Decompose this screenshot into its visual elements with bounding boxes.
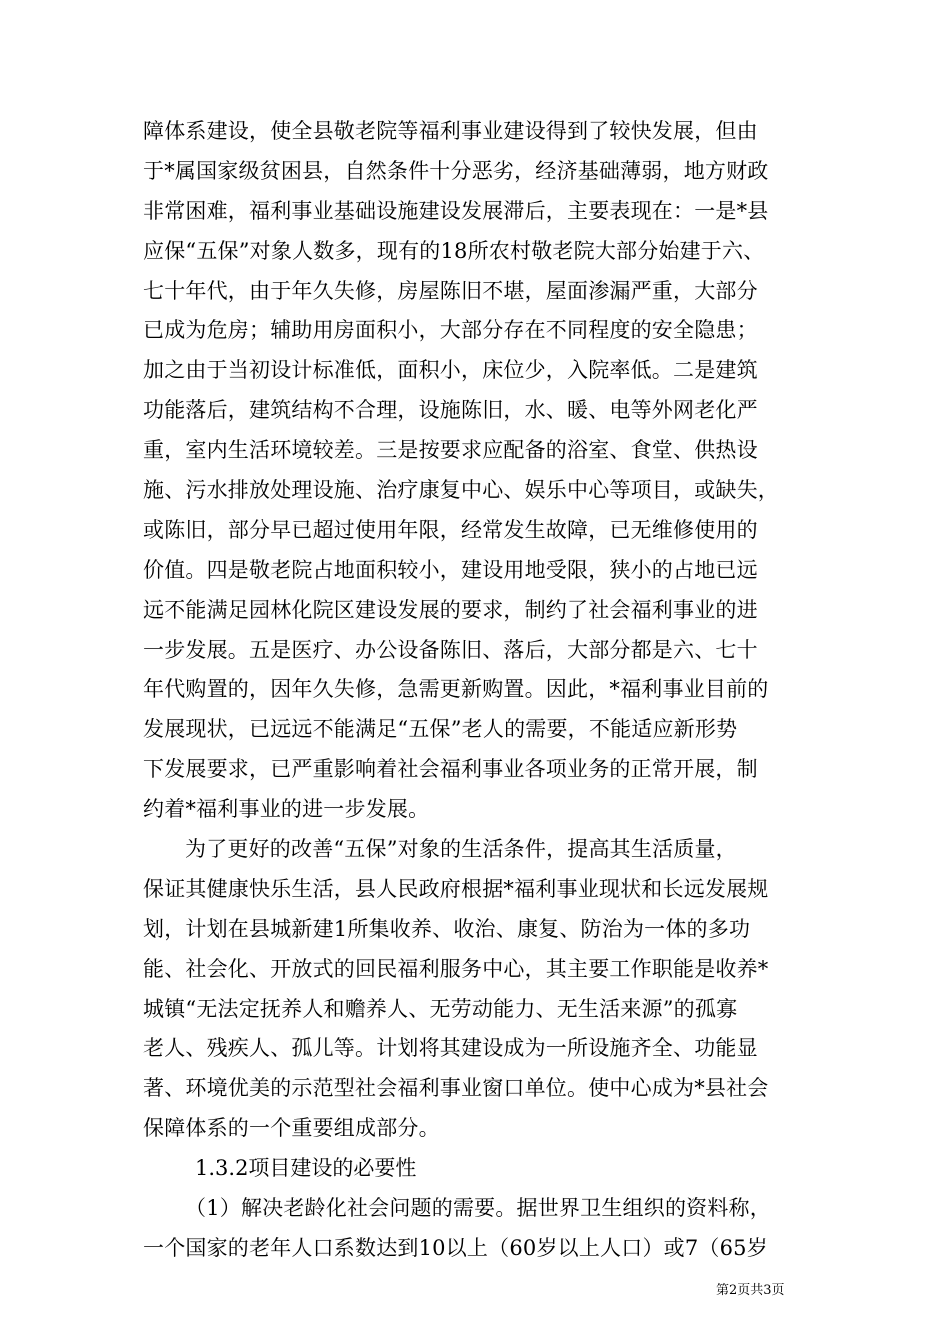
text-line: 保障体系的一个重要组成部分。 xyxy=(143,1116,440,1141)
text-line: 障体系建设，使全县敬老院等福利事业建设得到了较快发展，但由 xyxy=(143,119,758,143)
text-line: 能、社会化、开放式的回民福利服务中心，其主要工作职能是收养* xyxy=(143,956,769,981)
text-line: 发展现状，已远远不能满足“五保”老人的需要，不能适应新形势 xyxy=(143,717,738,742)
text-line: 七十年代，由于年久失修，房屋陈旧不堪，屋面渗漏严重，大部分 xyxy=(143,278,758,303)
text-line: 一步发展。五是医疗、办公设备陈旧、落后，大部分都是六、七十 xyxy=(143,637,758,662)
text-line: 施、污水排放处理设施、治疗康复中心、娱乐中心等项目，或缺失， xyxy=(143,478,779,503)
text-line: 保证其健康快乐生活，县人民政府根据*福利事业现状和长远发展规 xyxy=(143,876,769,901)
text-line: 非常困难，福利事业基础设施建设发展滞后，主要表现在：一是*县 xyxy=(143,198,769,223)
section-heading: 1.3.2项目建设的必要性 xyxy=(195,1156,417,1181)
text-line: 价值。四是敬老院占地面积较小，建设用地受限，狭小的占地已远 xyxy=(143,557,758,582)
text-line: 于*属国家级贫困县，自然条件十分恶劣，经济基础薄弱，地方财政 xyxy=(143,158,769,183)
text-line: 下发展要求，已严重影响着社会福利事业各项业务的正常开展，制 xyxy=(143,757,758,782)
paragraph-start-line: （1）解决老龄化社会问题的需要。据世界卫生组织的资料称， xyxy=(185,1196,771,1221)
document-body xyxy=(143,112,809,1269)
text-line: 约着*福利事业的进一步发展。 xyxy=(143,797,430,822)
text-line: 一个国家的老年人口系数达到10以上（60岁以上人口）或7（65岁 xyxy=(143,1235,768,1260)
text-line: 应保“五保”对象人数多，现有的18所农村敬老院大部分始建于六、 xyxy=(143,238,765,263)
text-line: 老人、残疾人、孤儿等。计划将其建设成为一所设施齐全、功能显 xyxy=(143,1036,758,1061)
text-line: 著、环境优美的示范型社会福利事业窗口单位。使中心成为*县社会 xyxy=(143,1076,769,1101)
text-line: 或陈旧，部分早已超过使用年限，经常发生故障，已无维修使用的 xyxy=(143,517,758,542)
paragraph-start-line: 为了更好的改善“五保”对象的生活条件，提高其生活质量， xyxy=(185,837,737,862)
text-line: 已成为危房；辅助用房面积小，大部分存在不同程度的安全隐患； xyxy=(143,318,758,343)
text-line: 城镇“无法定抚养人和赡养人、无劳动能力、无生活来源”的孤寡 xyxy=(143,996,738,1021)
text-line: 划，计划在县城新建1所集收养、收治、康复、防治为一体的多功 xyxy=(143,916,751,941)
text-line: 功能落后，建筑结构不合理，设施陈旧，水、暖、电等外网老化严 xyxy=(143,398,758,423)
page-footer: 第2页共3页 xyxy=(716,1283,785,1298)
text-line: 年代购置的，因年久失修，急需更新购置。因此，*福利事业目前的 xyxy=(143,677,769,702)
text-line: 加之由于当初设计标准低，面积小，床位少，入院率低。二是建筑 xyxy=(143,358,758,383)
text-line: 重，室内生活环境较差。三是按要求应配备的浴室、食堂、供热设 xyxy=(143,438,758,463)
text-line: 远不能满足园林化院区建设发展的要求，制约了社会福利事业的进 xyxy=(143,597,758,622)
